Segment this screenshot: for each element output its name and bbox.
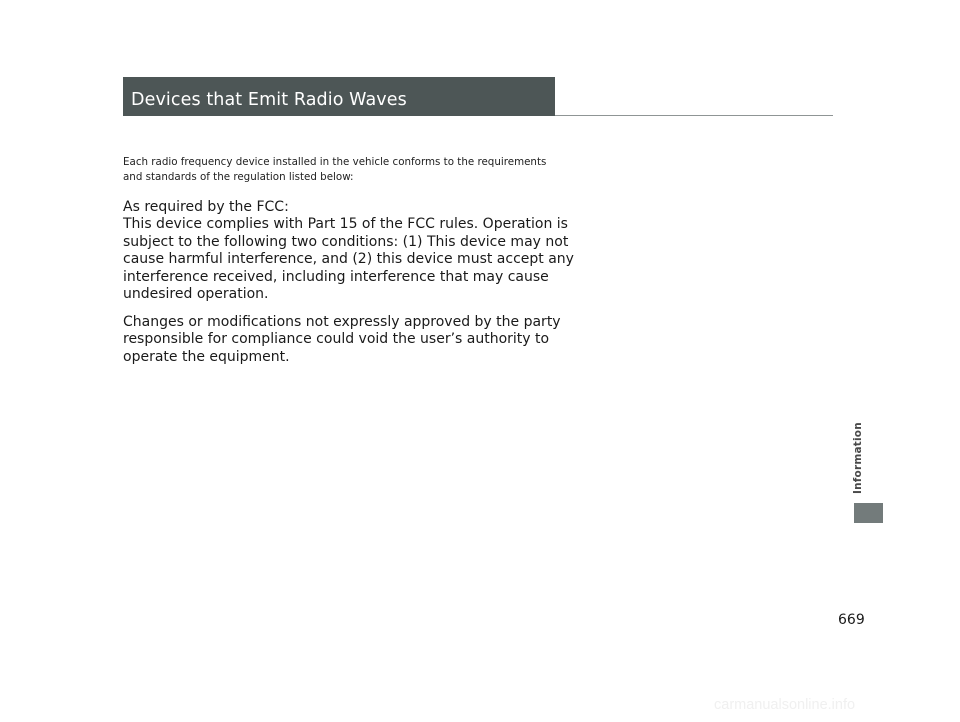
section-title: Devices that Emit Radio Waves (131, 90, 407, 110)
changes-line: Changes or modifications not expressly approved by the party (123, 314, 561, 330)
intro-line: Each radio frequency device installed in the vehicle conforms to the requirements (123, 156, 547, 168)
fcc-line: interference received, including interference that may cause (123, 268, 549, 285)
page-number: 669 (838, 612, 865, 628)
side-tab-marker (854, 503, 883, 523)
section-heading-bar (123, 77, 555, 116)
fcc-line: undesired operation. (123, 286, 269, 303)
changes-line: responsible for compliance could void the user’s authority to (123, 331, 550, 348)
heading-rule (555, 115, 833, 116)
changes-statement (123, 314, 563, 366)
fcc-line: As required by the FCC: (123, 199, 289, 215)
fcc-line: This device complies with Part 15 of the FCC rules. Operation is (123, 216, 568, 233)
fcc-line: cause harmful interference, and (2) this device must accept any (123, 251, 574, 268)
side-tab-label: Information (852, 422, 864, 494)
intro-paragraph (123, 155, 563, 185)
fcc-statement (123, 199, 574, 303)
watermark: carmanualsonline.info (714, 697, 856, 713)
intro-line: and standards of the regulation listed below: (123, 171, 354, 183)
changes-line: operate the equipment. (123, 348, 290, 365)
fcc-line: subject to the following two conditions: (1) This device may not (123, 233, 569, 250)
